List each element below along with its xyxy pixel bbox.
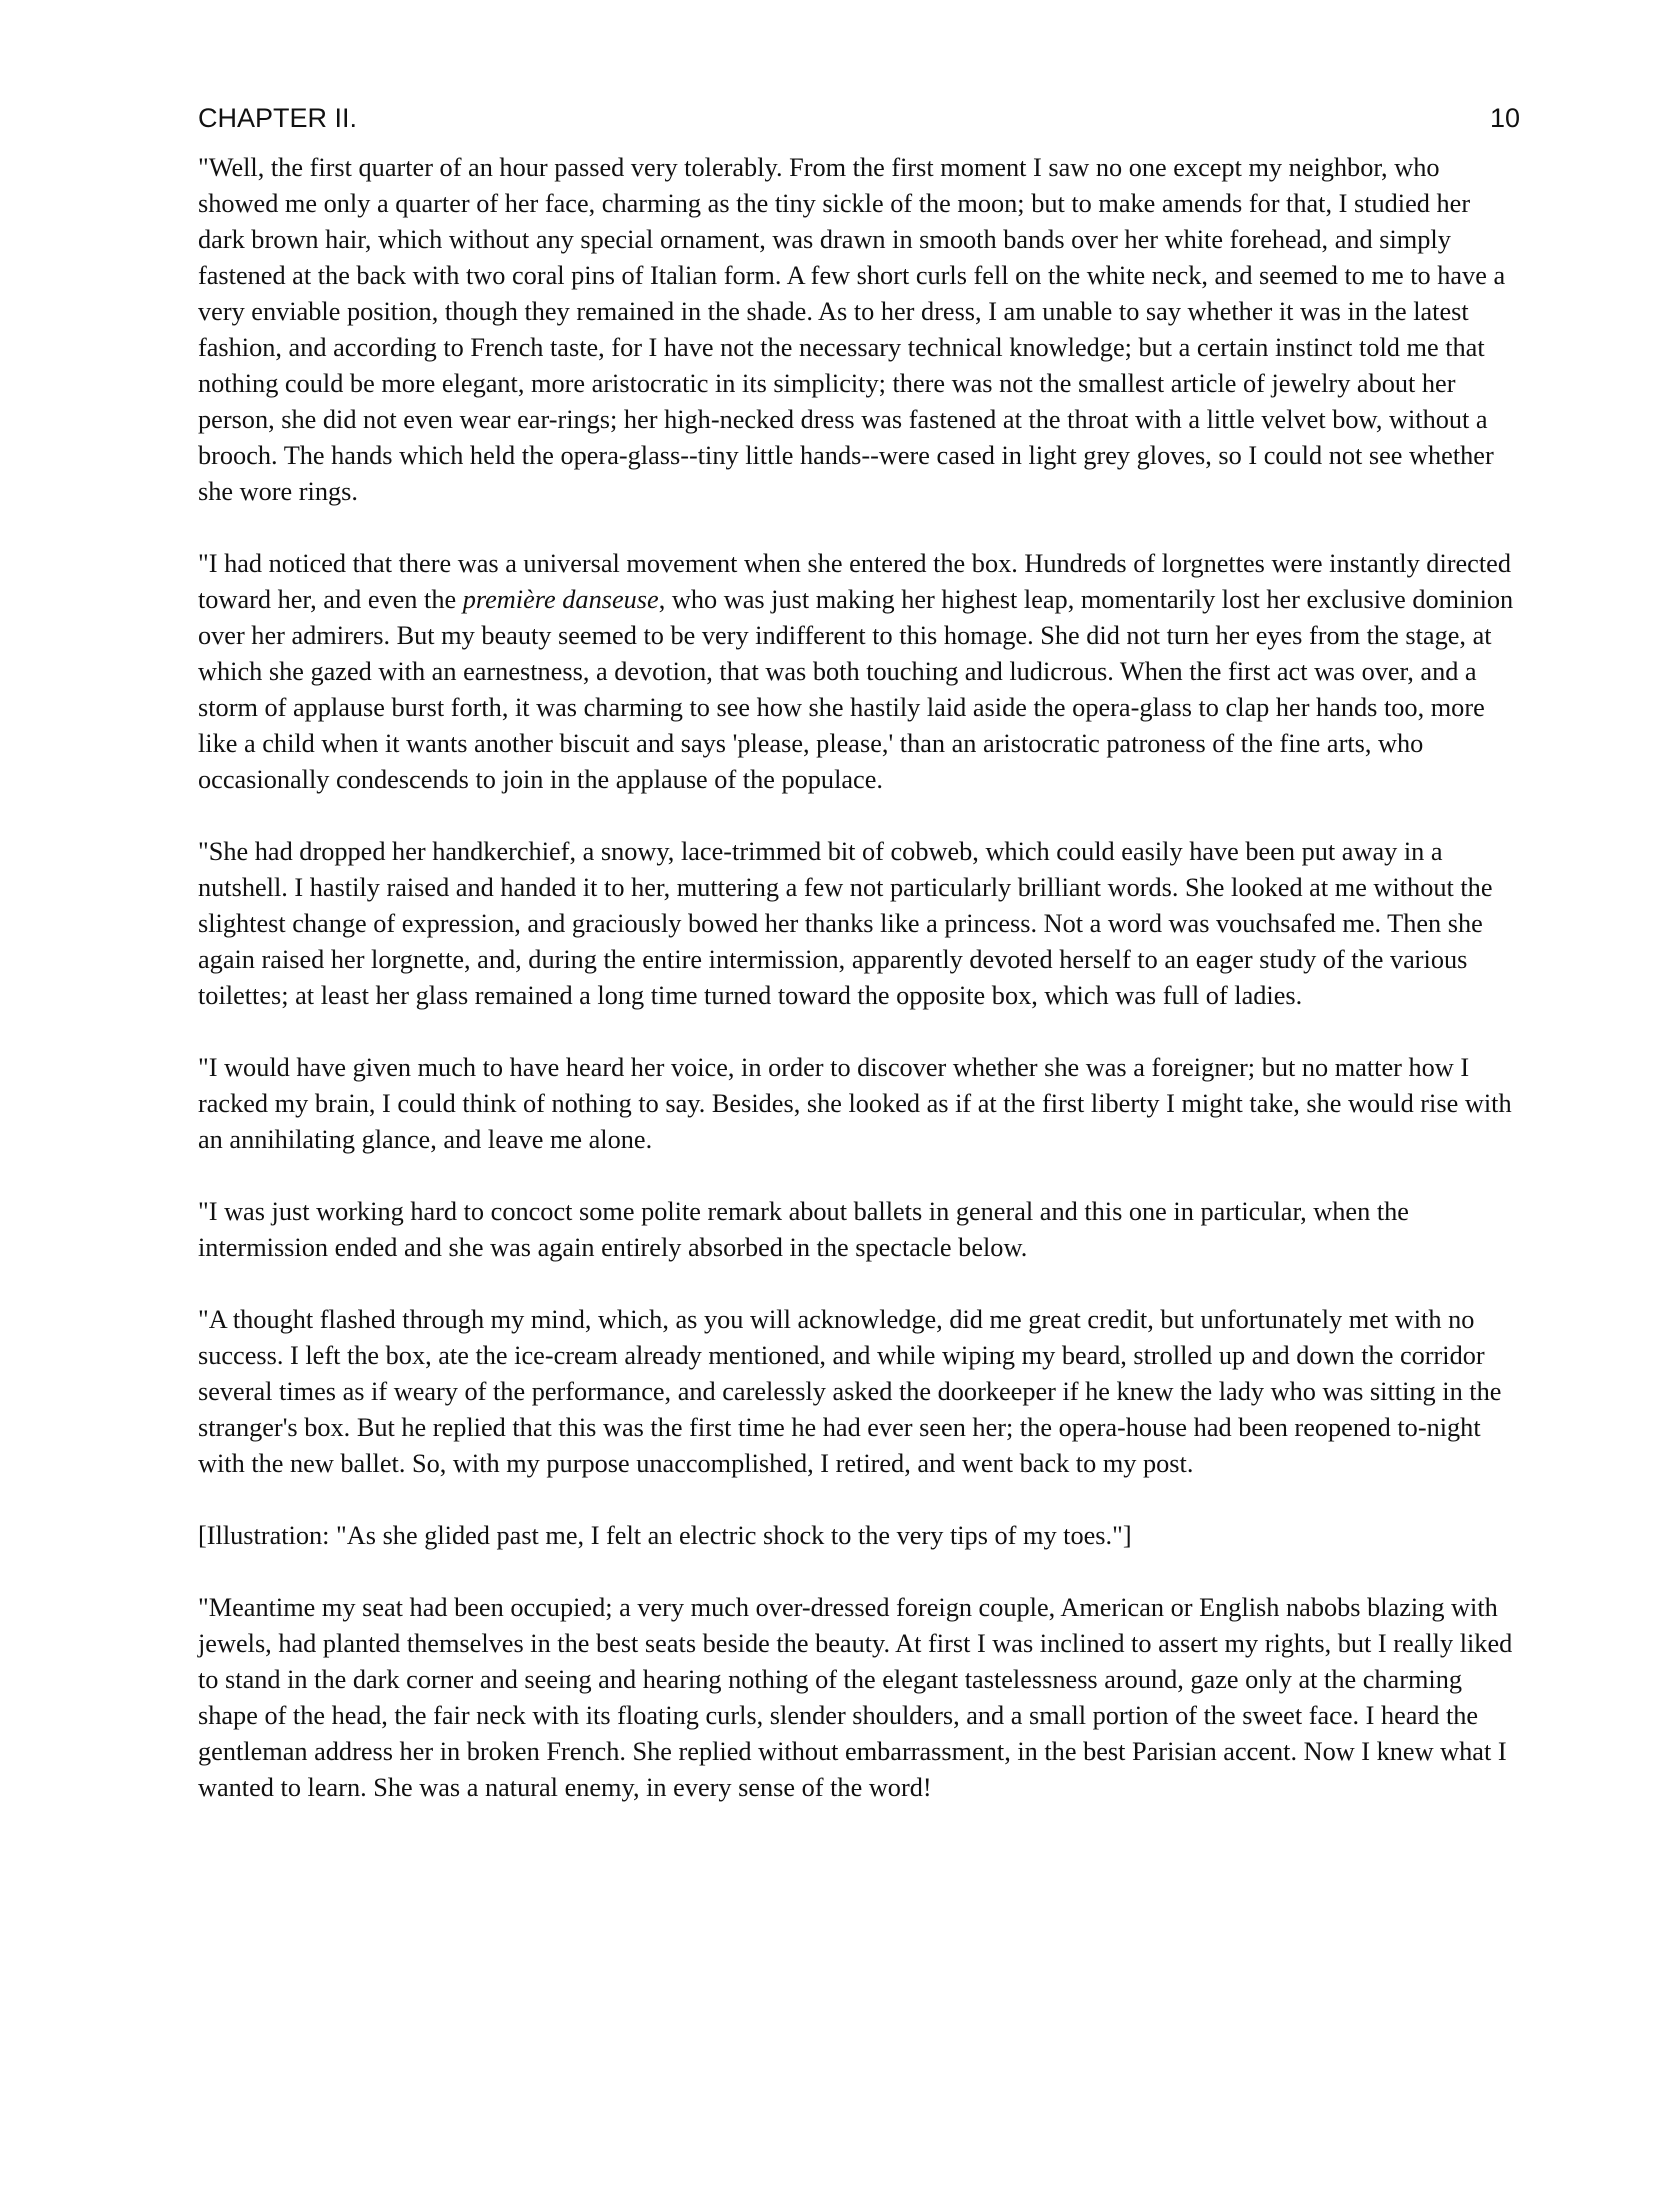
paragraph-2: [198, 546, 1520, 798]
paragraph-8: "Meantime my seat had been occupied; a very much over-dressed foreign couple, American or English nabobs blazing with jewels, had planted themselves in the best seats beside the beauty. At first I was inclined to assert my rights, but I really liked to stand in the dark corner and seeing and hearing nothing of the elegant tastelessness around, gaze only at the charming shape of the head, the fair neck with its floating curls, slender shoulders, and a small portion of the sweet face. I heard the gentleman address her in broken French. She replied without embarrassment, in the best Parisian accent. Now I knew what I wanted to learn. She was a natural enemy, in every sense of the word!: [198, 1593, 1513, 1802]
running-head: [198, 100, 1520, 136]
paragraph-2-before: "I had noticed that there was a universal movement when she entered the box. Hundreds of lorgnettes were instantly directed toward her, and even the: [198, 549, 1511, 614]
paragraph-5: "I was just working hard to concoct some polite remark about ballets in general and this one in particular, when the intermission ended and she was again entirely absorbed in the spectacle below.: [198, 1197, 1409, 1262]
chapter-title: CHAPTER II.: [198, 103, 358, 133]
paragraph-4: "I would have given much to have heard her voice, in order to discover whether she was a foreigner; but no matter how I racked my brain, I could think of nothing to say. Besides, she looked as if at the first liberty I might take, she would rise with an annihilating glance, and leave me alone.: [198, 1053, 1512, 1154]
paragraph-2-italic-term: première danseuse: [462, 585, 659, 614]
book-page: [198, 100, 1520, 1806]
body-text: [198, 150, 1520, 1806]
paragraph-1: "Well, the first quarter of an hour passed very tolerably. From the first moment I saw no one except my neighbor, who showed me only a quarter of her face, charming as the tiny sickle of the moon; but to make amends for that, I studied her dark brown hair, which without any special ornament, was drawn in smooth bands over her white forehead, and simply fastened at the back with two coral pins of Italian form. A few short curls fell on the white neck, and seemed to me to have a very enviable position, though they remained in the shade. As to her dress, I am unable to say whether it was in the latest fashion, and according to French taste, for I have not the necessary technical knowledge; but a certain instinct told me that nothing could be more elegant, more aristocratic in its simplicity; there was not the smallest article of jewelry about her person, she did not even wear ear-rings; her high-necked dress was fastened at the throat with a little velvet bow, without a brooch. The hands which held the opera-glass--tiny little hands--were cased in light grey gloves, so I could not see whether she wore rings.: [198, 153, 1506, 506]
illustration-caption: [Illustration: "As she glided past me, I felt an electric shock to the very tips of my toes."]: [198, 1521, 1132, 1550]
page-number: 10: [1489, 103, 1520, 133]
paragraph-6: "A thought flashed through my mind, which, as you will acknowledge, did me great credit, but unfortunately met with no success. I left the box, ate the ice-cream already mentioned, and while wiping my beard, strolled up and down the corridor several times as if weary of the performance, and carelessly asked the doorkeeper if he knew the lady who was sitting in the stranger's box. But he replied that this was the first time he had ever seen her; the opera-house had been reopened to-night with the new ballet. So, with my purpose unaccomplished, I retired, and went back to my post.: [198, 1305, 1502, 1478]
paragraph-2-after: , who was just making her highest leap, momentarily lost her exclusive dominion over her admirers. But my beauty seemed to be very indifferent to this homage. She did not turn her eyes from the stage, at which she gazed with an earnestness, a devotion, that was both touching and ludicrous. When the first act was over, and a storm of applause burst forth, it was charming to see how she hastily laid aside the opera-glass to clap her hands too, more like a child when it wants another biscuit and says 'please, please,' than an aristocratic patroness of the fine arts, who occasionally condescends to join in the applause of the populace.: [198, 585, 1514, 794]
paragraph-3: "She had dropped her handkerchief, a snowy, lace-trimmed bit of cobweb, which could easily have been put away in a nutshell. I hastily raised and handed it to her, muttering a few not particularly brilliant words. She looked at me without the slightest change of expression, and graciously bowed her thanks like a princess. Not a word was vouchsafed me. Then she again raised her lorgnette, and, during the entire intermission, apparently devoted herself to an eager study of the various toilettes; at least her glass remained a long time turned toward the opposite box, which was full of ladies.: [198, 837, 1493, 1010]
